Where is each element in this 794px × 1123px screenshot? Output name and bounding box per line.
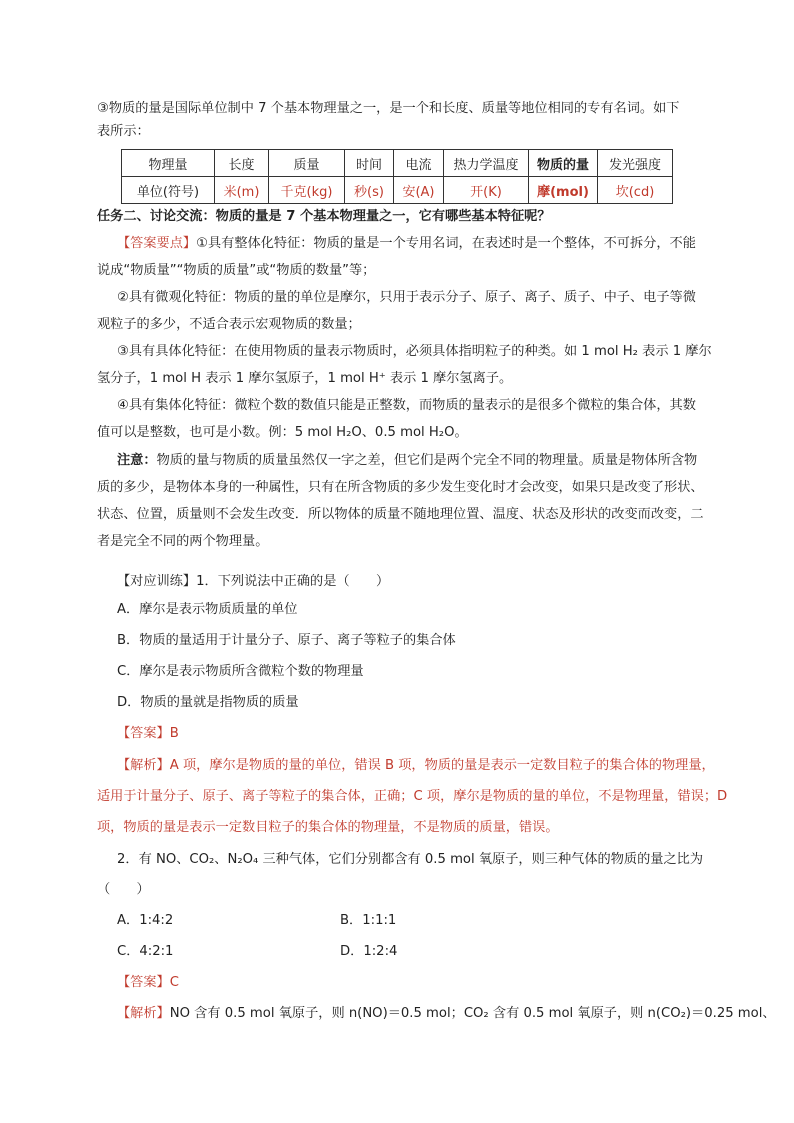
table-cell: 长度 [215, 150, 269, 177]
analysis-text: NO 含有 0.5 mol 氧原子，则 n(NO)＝0.5 mol；CO₂ 含有 0.5 mol 氧原子，则 n(CO₂)＝0.25 mol、 [169, 1006, 776, 1021]
answer-point-4b: 值可以是整数，也可是小数。例：5 mol H₂O、0.5 mol H₂O。 [97, 425, 468, 440]
answer-point-3b: 氢分子，1 mol H 表示 1 摩尔氢原子，1 mol H⁺ 表示 1 摩尔氢离子。 [97, 371, 513, 386]
table-cell: 电流 [394, 150, 444, 177]
note-line-b: 质的多少，是物体本身的一种属性，只有在所含物质的多少发生变化时才会改变，如果只是改变了形状、 [97, 480, 704, 495]
table-cell: 质量 [269, 150, 345, 177]
table-cell-unit: 开(K) [444, 177, 529, 204]
answer-point-3a: ③具有具体化特征：在使用物质的量表示物质时，必须具体指明粒子的种类。如 1 mol H₂ 表示 1 摩尔 [117, 344, 712, 359]
q2-option-b: B．1:1:1 [340, 913, 397, 928]
answer-point-1a [117, 234, 696, 254]
physical-quantity-table [121, 149, 673, 204]
table-cell-unit: 秒(s) [345, 177, 394, 204]
note-line-a [117, 451, 697, 471]
table-cell: 发光强度 [598, 150, 673, 177]
q1-option-a: A．摩尔是表示物质质量的单位 [117, 602, 298, 617]
task2-title: 任务二、讨论交流：物质的量是 7 个基本物理量之一，它有哪些基本特征呢？ [97, 209, 551, 224]
table-cell-unit: 安(A) [394, 177, 444, 204]
answer-point-2a: ②具有微观化特征：物质的量的单位是摩尔，只用于表示分子、原子、离子、质子、中子、电子等微 [117, 290, 696, 305]
table-row-units [122, 177, 673, 204]
table-cell-unit-highlight: 摩(mol) [529, 177, 598, 204]
q1-analysis-c: 项，物质的量是表示一定数目粒子的集合体的物理量，不是物质的质量，错误。 [97, 820, 559, 835]
q2-stem-a: 2．有 NO、CO₂、N₂O₄ 三种气体，它们分别都含有 0.5 mol 氧原子，则三种气体的物质的量之比为 [117, 852, 704, 867]
analysis-label: 【解析】 [117, 1006, 170, 1021]
table-row-header [122, 150, 673, 177]
answer-point-2b: 观粒子的多少，不适合表示宏观物质的数量； [97, 317, 361, 332]
q1-option-b: B．物质的量适用于计量分子、原子、离子等粒子的集合体 [117, 633, 456, 648]
table-cell-unit: 千克(kg) [269, 177, 345, 204]
q1-option-c: C．摩尔是表示物质所含微粒个数的物理量 [117, 664, 364, 679]
table-cell: 物理量 [122, 150, 215, 177]
q1-analysis-b: 适用于计量分子、原子、离子等粒子的集合体，正确；C 项，摩尔是物质的量的单位，不是物理量，错误；D [97, 789, 728, 804]
answer-point-1b: 说成“物质量”“物质的质量”或“物质的数量”等； [97, 263, 376, 278]
q2-stem-b: （ ） [97, 882, 150, 897]
q1-analysis-a: 【解析】A 项，摩尔是物质的量的单位，错误 B 项，物质的量是表示一定数目粒子的集合体的物理量， [117, 758, 715, 773]
note-line-c: 状态、位置，质量则不会发生改变．所以物体的质量不随地理位置、温度、状态及形状的改变而改变，二 [97, 507, 704, 522]
q2-analysis [117, 1004, 776, 1024]
table-cell-unit: 坎(cd) [598, 177, 673, 204]
answer-text: ①具有整体化特征：物质的量是一个专用名词，在表述时是一个整体，不可拆分，不能 [196, 236, 696, 251]
q2-option-a: A．1:4:2 [117, 913, 174, 928]
answer-label: 【答案要点】 [117, 236, 197, 251]
table-cell: 热力学温度 [444, 150, 529, 177]
q1-answer: 【答案】B [117, 726, 179, 741]
q2-option-d: D．1:2:4 [340, 944, 398, 959]
note-line-d: 者是完全不同的两个物理量。 [97, 534, 269, 549]
intro-line-1: ③物质的量是国际单位制中 7 个基本物理量之一，是一个和长度、质量等地位相同的专有名词。如下 [97, 101, 680, 116]
note-label: 注意： [117, 453, 157, 468]
q2-answer: 【答案】C [117, 975, 179, 990]
note-text: 物质的量与物质的质量虽然仅一字之差，但它们是两个完全不同的物理量。质量是物体所含物 [156, 453, 698, 468]
table-cell-highlight: 物质的量 [529, 150, 598, 177]
table-cell: 单位(符号) [122, 177, 215, 204]
q1-stem: 【对应训练】1．下列说法中正确的是（ ） [117, 574, 390, 589]
q1-option-d: D．物质的量就是指物质的质量 [117, 695, 299, 710]
table-cell: 时间 [345, 150, 394, 177]
q2-option-c: C．4:2:1 [117, 944, 174, 959]
intro-line-2: 表所示： [97, 124, 150, 139]
answer-point-4a: ④具有集体化特征：微粒个数的数值只能是正整数，而物质的量表示的是很多个微粒的集合体，其数 [117, 398, 696, 413]
table-cell-unit: 米(m) [215, 177, 269, 204]
